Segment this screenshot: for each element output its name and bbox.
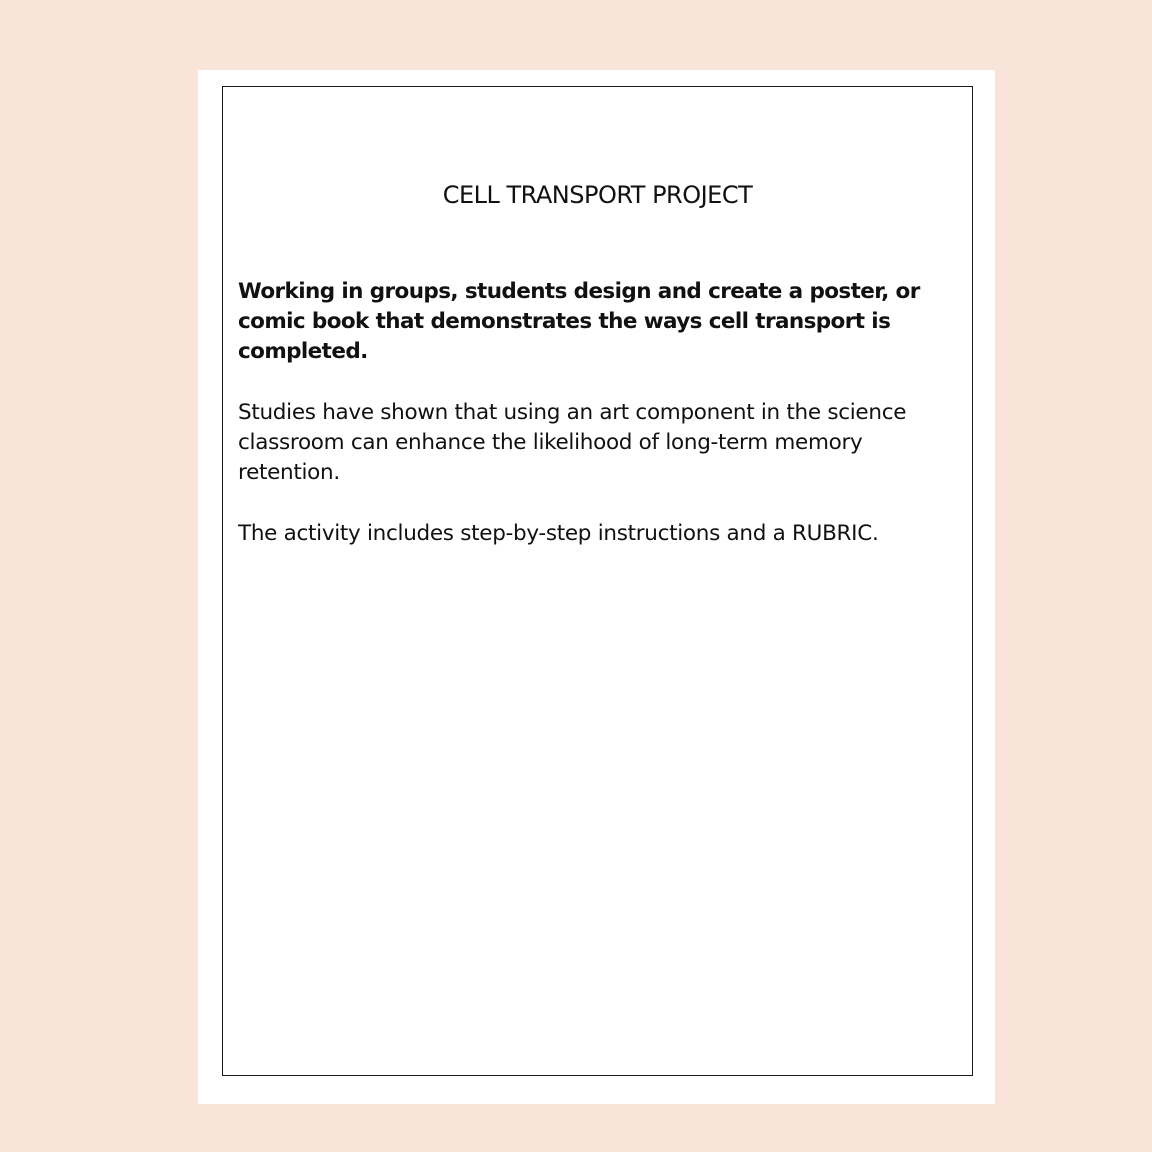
document-page [198,70,995,1104]
paragraph-research: Studies have shown that using an art component in the science classroom can enhance the likelihood of long-term memory retention. [238,400,907,485]
paragraph-description: Working in groups, students design and create a poster, or comic book that demonstrates the ways cell transport is completed. [238,279,920,364]
document-body [238,277,958,580]
paragraph-includes: The activity includes step-by-step instructions and a RUBRIC. [238,521,879,546]
page-border-frame [222,86,973,1076]
page-title: CELL TRANSPORT PROJECT [442,181,753,209]
